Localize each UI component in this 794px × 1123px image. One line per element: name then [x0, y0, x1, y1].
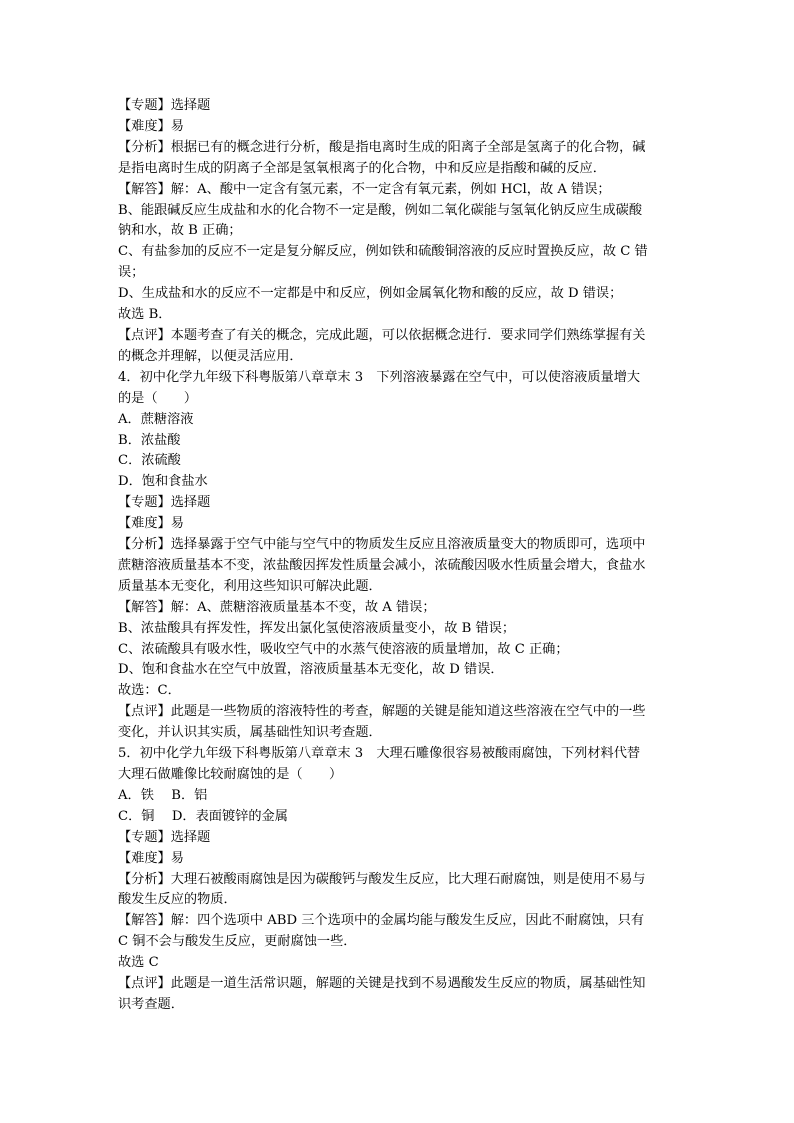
- text-line: 【专题】选择题: [118, 98, 211, 113]
- question-4-option-a: A．蔗糖溶液: [118, 411, 194, 427]
- text-line: 【难度】易: [118, 118, 184, 134]
- question-5-options-ab: A．铁 B．铝: [118, 787, 208, 803]
- text-line: 故选 C: [118, 955, 159, 971]
- text-line: 【分析】根据已有的概念进行分析，酸是指电离时生成的阳离子全部是氢离子的化合物，碱: [118, 139, 646, 155]
- question-4-stem: 4．初中化学九年级下科粤版第八章章末 3 下列溶液暴露在空气中，可以使溶液质量增大: [118, 369, 641, 385]
- text-line: 变化，并认识其实质，属基础性知识考查题．: [118, 725, 382, 741]
- text-line: 【点评】本题考查了有关的概念，完成此题，可以依据概念进行．要求同学们熟练掌握有关: [118, 327, 646, 343]
- text-line: C、浓硫酸具有吸水性，吸收空气中的水蒸气使溶液的质量增加，故 C 正确；: [118, 641, 569, 657]
- text-line: 的概念并理解，以便灵活应用．: [118, 348, 303, 364]
- text-line: 酸发生反应的物质．: [118, 892, 237, 908]
- text-line: 故选 B．: [118, 307, 172, 323]
- text-line: 【分析】选择暴露于空气中能与空气中的物质发生反应且溶液质量变大的物质即可，选项中: [118, 537, 646, 553]
- text-line: 是指电离时生成的阴离子全部是氢氧根离子的化合物，中和反应是指酸和碱的反应．: [118, 160, 606, 176]
- text-line: C 铜不会与酸发生反应，更耐腐蚀一些．: [118, 934, 357, 950]
- text-line: 【点评】此题是一些物质的溶液特性的考查，解题的关键是能知道这些溶液在空气中的一些: [118, 704, 646, 720]
- text-line: 钠和水，故 B 正确；: [118, 223, 242, 239]
- question-4-stem: 的是（ ）: [118, 390, 198, 406]
- text-line: D、饱和食盐水在空气中放置，溶液质量基本无变化，故 D 错误．: [118, 662, 504, 678]
- text-line: 【分析】大理石被酸雨腐蚀是因为碳酸钙与酸发生反应，比大理石耐腐蚀，则是使用不易与: [118, 871, 646, 887]
- question-5-stem: 大理石做雕像比较耐腐蚀的是（ ）: [118, 767, 343, 782]
- text-line: 【难度】易: [118, 850, 184, 866]
- text-line: B、能跟碱反应生成盐和水的化合物不一定是酸，例如二氧化碳能与氢氧化钠反应生成碳酸: [118, 202, 642, 218]
- question-5-stem: 5．初中化学九年级下科粤版第八章章末 3 大理石雕像很容易被酸雨腐蚀，下列材料代替: [118, 746, 641, 762]
- text-line: 【专题】选择题: [118, 495, 211, 511]
- document-page: [118, 96, 684, 1016]
- text-line: 蔗糖溶液质量基本不变，浓盐酸因挥发性质量会减小，浓硫酸因吸水性质量会增大，食盐水: [118, 557, 646, 573]
- text-line: 【难度】易: [118, 516, 184, 532]
- text-line: 质量基本无变化，利用这些知识可解决此题．: [118, 578, 382, 594]
- text-line: C、有盐参加的反应不一定是复分解反应，例如铁和硫酸铜溶液的反应时置换反应，故 C 错: [118, 244, 648, 260]
- question-4-option-b: B．浓盐酸: [118, 432, 181, 448]
- text-line: 故选：C．: [118, 683, 181, 699]
- question-4-option-d: D．饱和食盐水: [118, 474, 208, 490]
- text-line: 识考查题．: [118, 996, 184, 1012]
- text-line: 【解答】解：四个选项中 ABD 三个选项中的金属均能与酸发生反应，因此不耐腐蚀，只有: [118, 913, 645, 929]
- text-line: 【解答】解：A、蔗糖溶液质量基本不变，故 A 错误；: [118, 599, 436, 615]
- question-5-options-cd: C．铜 D．表面镀锌的金属: [118, 808, 288, 824]
- text-line: 【解答】解：A、酸中一定含有氢元素，不一定含有氧元素，例如 HCl，故 A 错误；: [118, 181, 611, 197]
- text-line: D、生成盐和水的反应不一定都是中和反应，例如金属氧化物和酸的反应，故 D 错误；: [118, 286, 623, 302]
- text-line: 误；: [118, 265, 145, 281]
- text-line: 【专题】选择题: [118, 829, 211, 845]
- text-line: B、浓盐酸具有挥发性，挥发出氯化氢使溶液质量变小，故 B 错误；: [118, 620, 516, 636]
- question-4-option-c: C．浓硫酸: [118, 453, 181, 469]
- text-line: 【点评】此题是一道生活常识题，解题的关键是找到不易遇酸发生反应的物质，属基础性知: [118, 976, 646, 992]
